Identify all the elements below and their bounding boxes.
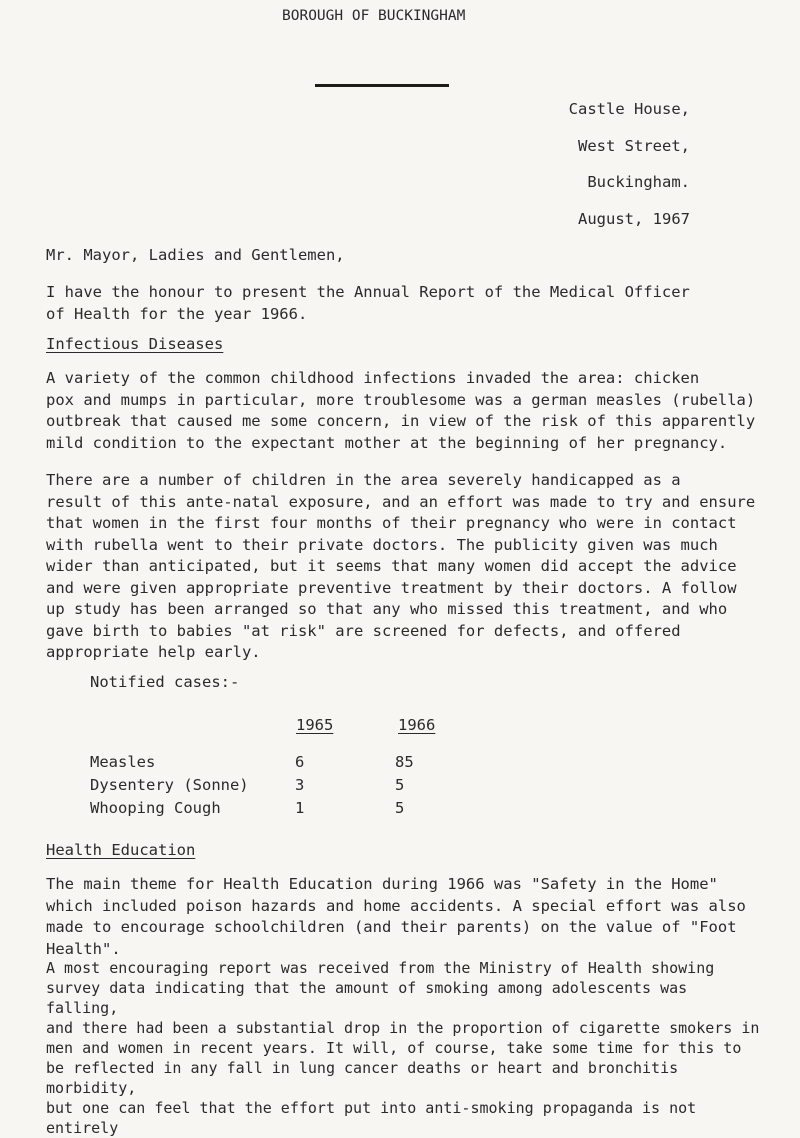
salutation: Mr. Mayor, Ladies and Gentlemen, (46, 246, 345, 264)
address-line-2: West Street, (578, 137, 690, 155)
report-date: August, 1967 (578, 210, 690, 228)
page-header: BOROUGH OF BUCKINGHAM (282, 8, 466, 24)
disease-name: Dysentery (Sonne) (90, 776, 249, 794)
table-row (90, 776, 455, 799)
count-1966: 85 (395, 753, 414, 771)
address-line-3: Buckingham. (587, 173, 690, 191)
notified-cases-label: Notified cases:- (90, 673, 240, 691)
count-1966: 5 (395, 776, 405, 794)
address-line-1: Castle House, (568, 100, 690, 118)
health-education-paragraph-2: A most encouraging report was received from the Ministry of Health showing survey data indicating that the amount of smoking among adolescents was falling, and there had been a substantial drop in the proportion of cigarette smokers in men and women in recent years. It will, of course, take some time for this to be reflected in any fall in lung cancer deaths or heart and bronchitis morbidity, but one can feel that the effort put into anti-smoking propaganda is not entirely (46, 959, 760, 1137)
intro-paragraph: I have the honour to present the Annual Report of the Medical Officer of Health for the year 1966. (46, 283, 690, 323)
count-1966: 5 (395, 799, 405, 817)
year-header-1966: 1966 (398, 716, 436, 734)
disease-name: Whooping Cough (90, 799, 221, 817)
count-1965: 1 (295, 799, 305, 817)
count-1965: 3 (295, 776, 305, 794)
table-row (90, 753, 455, 776)
year-header-1965: 1965 (296, 716, 334, 734)
section-heading-infectious-diseases: Infectious Diseases (46, 335, 224, 353)
count-1965: 6 (295, 753, 305, 771)
notified-cases-table (90, 753, 455, 822)
divider-rule (315, 84, 449, 87)
table-row (90, 799, 455, 822)
section-heading-health-education: Health Education (46, 841, 196, 859)
disease-name: Measles (90, 753, 156, 771)
health-education-paragraph-1: The main theme for Health Education during 1966 was "Safety in the Home" which included poison hazards and home accidents. A special effort was also made to encourage schoolchildren (and their parents) on the value of "Foot Health". (46, 875, 746, 958)
infectious-paragraph-2: There are a number of children in the area severely handicapped as a result of this ante-natal exposure, and an effort was made to try and ensure that women in the first four months of their pregnancy who were in contact with rubella went to their private doctors. The publicity given was much wider than anticipated, but it seems that many women did accept the advice and were given appropriate preventive treatment by their doctors. A follow up study has been arranged so that any who missed this treatment, and who gave birth to babies "at risk" are screened for defects, and offered appropriate help early. (46, 471, 756, 661)
infectious-paragraph-1: A variety of the common childhood infections invaded the area: chicken pox and mumps in particular, more troublesome was a german measles (rubella) outbreak that caused me some concern, in view of the risk of this apparently mild condition to the expectant mother at the beginning of her pregnancy. (46, 369, 756, 452)
